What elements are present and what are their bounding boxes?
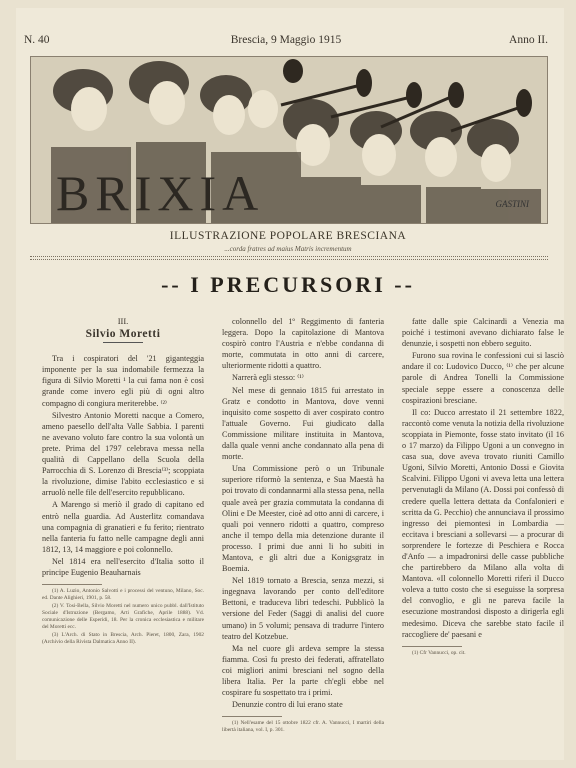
issue-date: Brescia, 9 Maggio 1915 bbox=[230, 34, 342, 46]
masthead-info bbox=[24, 34, 548, 50]
article-column-3 bbox=[402, 316, 564, 658]
divider bbox=[30, 256, 548, 257]
footnote-divider bbox=[222, 716, 282, 717]
newspaper-motto: ...corda fratres ad maius Matris incrementum bbox=[224, 245, 352, 253]
divider bbox=[103, 342, 143, 343]
paragraph: Silvestro Antonio Moretti nacque a Comero, ameno paesello dell'alta Valle Sabbia. I parenti ne avevano voluto fare contro la sua volontà un prete. Prima del 1797 celebrava messa nella qualità di Cappellano della Scuola della Parrocchia di S. Lorenzo di Brescia⁽³⁾; scoppiata la rivoluzione, dimise l'abito ecclesiastico e si arruolò nelle file dell'esercito repubblicano. bbox=[42, 410, 204, 498]
paragraph: Nel 1814 era nell'esercito d'Italia sotto il principe Eugenio Beauharnais bbox=[42, 556, 204, 577]
artist-signature: GASTINI bbox=[495, 199, 529, 209]
paragraph: Una Commissione però o un Tribunale superiore riformò la sentenza, e Sua Maestà ha poi trovato di condannarmi alla stessa pena, nella quale aveà per grazia commutata la condanna di Olini e De Meester, cioè ad otto anni di carcere, i quali poi vennero ridotti a quattro, compreso anche il tempo della mia detenzione durante il processo. I primi due anni li ho subiti in Mantova, e gli altri due a Konigsgratz in Boemia. bbox=[222, 464, 384, 574]
paragraph: Narrerà egli stesso: ⁽¹⁾ bbox=[232, 373, 304, 383]
issue-number: N. 40 bbox=[24, 34, 50, 46]
paragraph: Il co: Ducco arrestato il 21 settembre 1822, raccontò come venuta la notizia della rivoluzione scoppiata in Piemonte, fosse stato invitato (il 16 o 17 marzo) da Filippo Ugoni a un convegno in casa sua, dove aveva trovato riuniti Camillo Ugoni, Silvio Moretti, Antonio Dossi e Giovita Scalvini. Filippo Ugoni vi aveva letta una lettera pervenutagli da Milano (A. Dossi poi confessò di credere quella lettera dettata da Confalonieri e scritta da G. Pecchio) che annunciava il prossimo ingresso dei piemontesi in Lombardia — eccitava i bresciani a sollevarsi — a procurar di sorprendere le fortezze di Peschiera e Rocca d'Anfo — a impadronirsi delle casse pubbliche che partirebbero da Milano alla volta di Mantova. «Il colonnello Moretti riferì il Ducco voleva a tutto costo che si eseguisse la sorpresa del convoglio, e gli ne pareva facile la esecuzione mostrandosi disposto a dirigerla egli medesimo. Diceva che sarebbe stato facile il raccogliere de' paesani e bbox=[402, 407, 564, 639]
article-column-2 bbox=[222, 316, 384, 735]
newspaper-title: BRIXIA bbox=[56, 165, 265, 221]
paragraph: Denunzie contro di lui erano state bbox=[232, 700, 343, 710]
paragraph: Furono sua rovina le confessioni cui si lasciò andare il co: Ludovico Ducco, ⁽¹⁾ che per alcune parole di Andrea Tonelli la Commissione speciale seppe essere a conoscenza delle cospirazioni bresciane. bbox=[402, 351, 564, 405]
issue-year: Anno II. bbox=[509, 34, 548, 46]
paragraph: Nel mese di gennaio 1815 fui arrestato in Gratz e condotto in Mantova, dove venni inquisito come sospetto di aver cospirato contro l'attuale Governo. Fui giudicato dalla Commissione militare instituita in Mantova, dalla quale venni anche condannato alla pena di morte. bbox=[222, 385, 384, 462]
footnote: (2) V. Tosi-Bella, Silvio Moretti nel numero unico pubbl. dall'Istituto Sociale d'Istruzione (Bergamo, Arti Grafiche, Aprile 1888). Vd. comunicazione delle Esperidi, 18. Per la cronica ecclesiastica e militare del Moretti ecc. bbox=[42, 603, 204, 631]
paragraph: Ma nel cuore gli ardeva sempre la stessa fiamma. Così fu presto dei federati, affratellato coi migliori animi bresciani nel sogno della libera Italia. Per la parte ch'egli ebbe nel cospirare fu sospettato tra i primi. bbox=[222, 643, 384, 698]
article-column-1 bbox=[42, 316, 204, 647]
paragraph: Nel 1819 tornato a Brescia, senza mezzi, si ingegnava lavorando per conto dell'editore Bettoni, e traduceva libri tedeschi. Pubblicò la versione del Feder (Saggi di analisi del cuore umano) in 5 volumi; pensava di tradurre l'intero teatro del Kotzebue. bbox=[222, 576, 384, 641]
section-title: -- I PRECURSORI -- bbox=[161, 272, 415, 297]
footnote-divider bbox=[402, 646, 462, 647]
footnote-divider bbox=[42, 584, 102, 585]
newspaper-subtitle: ILLUSTRAZIONE POPOLARE BRESCIANA bbox=[169, 230, 407, 242]
footnote: (3) L'Arch. di Stato in Brescia, Arch. Pieret, 1800, Zara, 1902 (Archivio della Rivista Dalmatica Anno II). bbox=[42, 632, 204, 646]
paragraph: colonnello del 1º Reggimento di fanteria leggera. Dopo la capitolazione di Mantova cospirò contro l'Austria e n'ebbe condanna di morte, commutata in otto anni di carcere, ulteriormente ridotti a quattro. bbox=[222, 317, 384, 371]
paragraph: A Marengo si merìò il grado di capitano ed entrò nella guardia. Ad Austerlitz comandava una compagnia di granatieri e fu ferito; rientrato nella fanteria fu fatto nelle campagne degli anni 1812, 13, 14 maggiore e poi colonnello. bbox=[42, 500, 204, 554]
footnote: (1) Nell'esame del 15 ottobre 1822 cfr. A. Vannucci, I martiri della libertà italiana, vol. I, p. 301. bbox=[222, 720, 384, 734]
divider bbox=[30, 259, 548, 260]
footnote: (1) A. Luzio, Antonio Salvotti e i processi del ventuno, Milano, Soc. ed. Dante Alighieri, 1901, p. 58. bbox=[42, 588, 204, 602]
paragraph: Tra i cospiratori del '21 giganteggia imponente per la sua indomabile fermezza la figura di Silvio Moretti ¹ la cui fama non è così grande come invero egli più di ogni altro compagno di congiura meriterebbe. ⁽²⁾ bbox=[42, 354, 204, 408]
article-subject: Silvio Moretti bbox=[85, 328, 161, 341]
footnote: (1) Cfr Vannucci, op. cit. bbox=[412, 649, 466, 656]
chapter-number: III. bbox=[117, 316, 129, 326]
paragraph: fatte dalle spie Calcinardi a Venezia ma poiché i testimoni avevano dichiarato false le denunzie, i sospetti non ebbero seguito. bbox=[402, 317, 564, 349]
